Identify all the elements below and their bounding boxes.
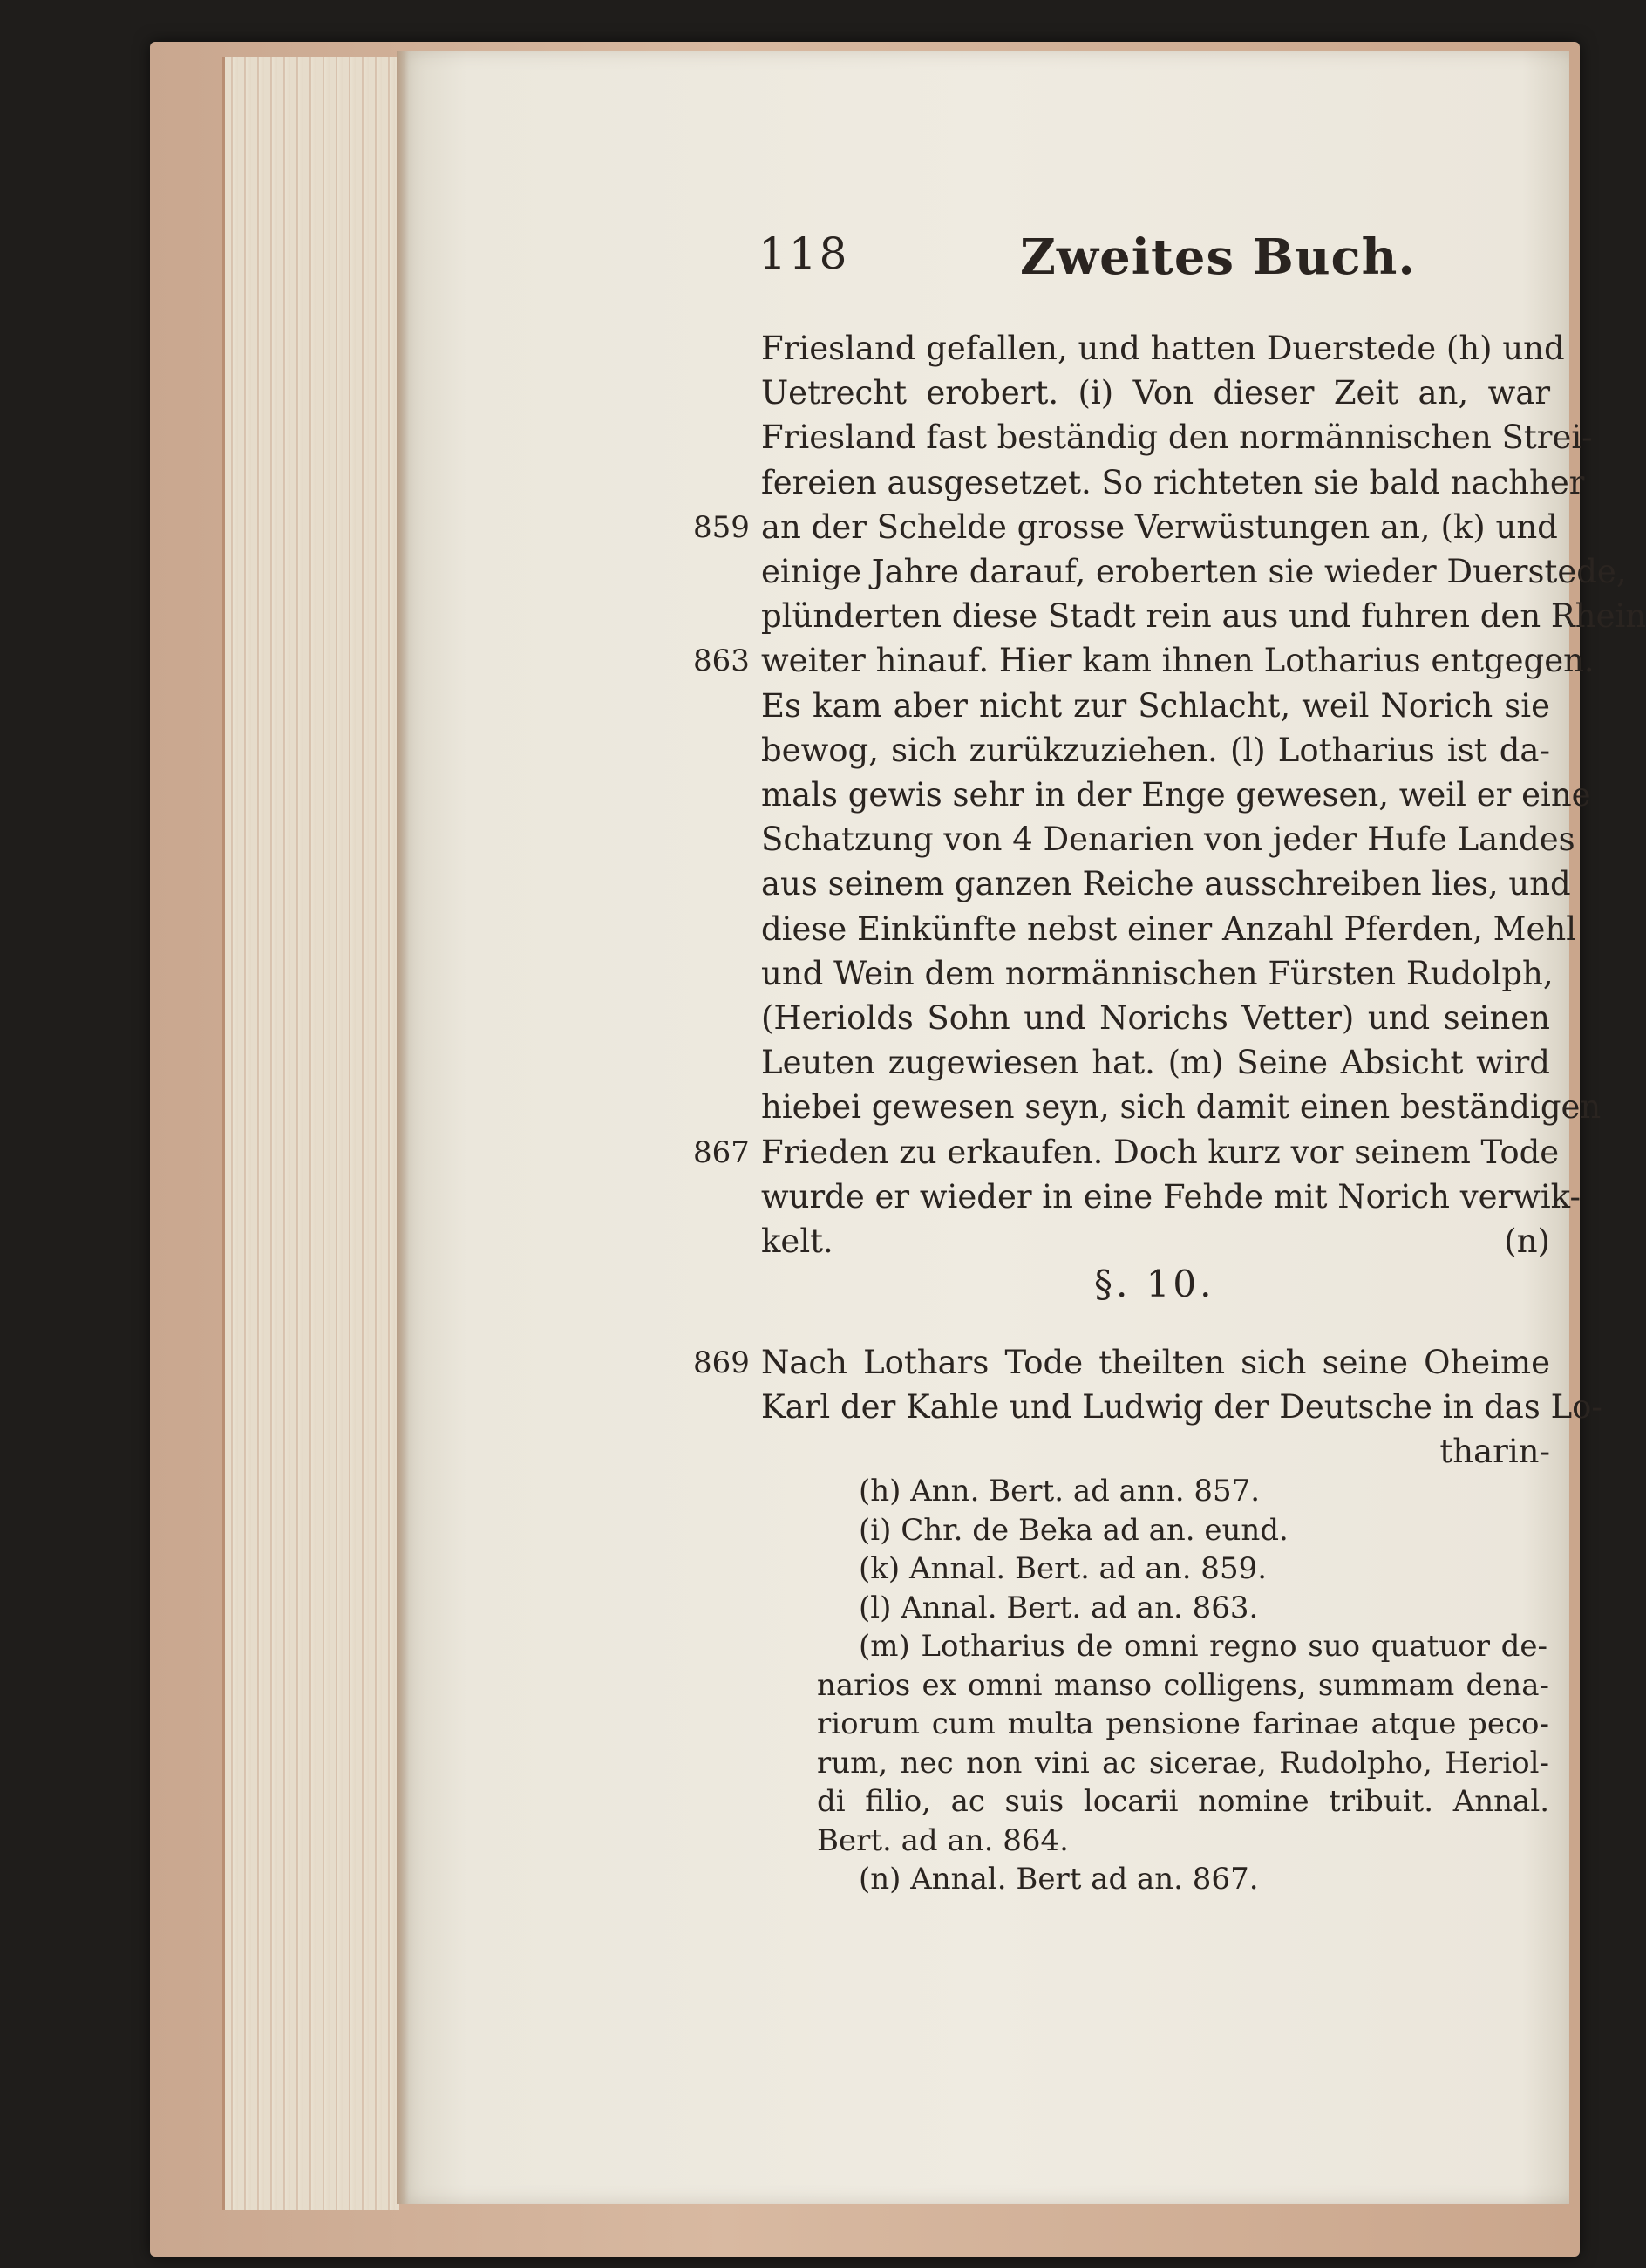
text-line: kelt. (n) <box>761 1223 1550 1260</box>
text-line: Leuten zugewiesen hat. (m) Seine Absicht wird <box>761 1044 1550 1082</box>
text-line: einige Jahre darauf, eroberten sie wieder Duerstede, <box>761 553 1627 590</box>
catchword: tharin- <box>1439 1433 1550 1470</box>
margin-year: 869 <box>693 1345 750 1380</box>
footnote-line: Bert. ad an. 864. <box>817 1822 1069 1858</box>
text-line: Nach Lothars Tode theilten sich seine Oheime <box>761 1344 1550 1381</box>
section-heading: §. 10. <box>1094 1263 1215 1305</box>
text-line: hiebei gewesen seyn, sich damit einen beständigen <box>761 1088 1602 1127</box>
footnote-line: (h) Ann. Bert. ad ann. 857. <box>859 1474 1261 1509</box>
text-line: Friesland gefallen, und hatten Duerstede (h) und <box>761 330 1565 367</box>
text-line: bewog, sich zurükzuziehen. (l) Lotharius ist da- <box>761 731 1550 769</box>
text-line: Karl der Kahle und Ludwig der Deutsche in das Lo- <box>761 1388 1602 1426</box>
page-gutter-shadow <box>397 51 409 2204</box>
page-number: 118 <box>758 228 850 279</box>
text-line: Schatzung von 4 Denarien von jeder Hufe Landes <box>761 821 1575 859</box>
text-line: Friesland fast beständig den normännischen Strei- <box>761 419 1593 457</box>
margin-year: 867 <box>693 1134 750 1170</box>
text-line: Es kam aber nicht zur Schlacht, weil Norich sie <box>761 686 1550 725</box>
text-line: wurde er wieder in eine Fehde mit Norich verwik- <box>761 1177 1581 1216</box>
footnote-line: rum, nec non vini ac sicerae, Rudolpho, Heriol- <box>817 1745 1549 1781</box>
text-line: (Heriolds Sohn und Norichs Vetter) und seinen <box>761 999 1550 1037</box>
text-line: und Wein dem normännischen Fürsten Rudolph, <box>761 954 1554 992</box>
text-line: mals gewis sehr in der Enge gewesen, weil er eine <box>761 776 1591 814</box>
margin-year: 863 <box>693 644 750 679</box>
footnote-line: (m) Lotharius de omni regno suo quatuor de- <box>859 1629 1547 1664</box>
footnote-line: di filio, ac suis locarii nomine tribuit. Annal. <box>817 1784 1549 1819</box>
running-head: Zweites Buch. <box>1020 228 1416 286</box>
footnote-line: (i) Chr. de Beka ad an. eund. <box>859 1512 1289 1548</box>
text-line: fereien ausgesetzet. So richteten sie bald nachher <box>761 463 1585 501</box>
margin-year: 859 <box>693 509 750 545</box>
text-line: aus seinem ganzen Reiche ausschreiben lies, und <box>761 865 1571 903</box>
text-line: weiter hinauf. Hier kam ihnen Lotharius entgegen. <box>761 642 1595 680</box>
text-line: an der Schelde grosse Verwüstungen an, (k) und <box>761 507 1558 546</box>
text-line: plünderten diese Stadt rein aus und fuhren den Rhein <box>761 597 1646 636</box>
page-header <box>758 228 1543 298</box>
footnote-line: (k) Annal. Bert. ad an. 859. <box>859 1551 1268 1586</box>
text-line: diese Einkünfte nebst einer Anzahl Pferden, Mehl <box>761 909 1577 948</box>
text-line: Uetrecht erobert. (i) Von dieser Zeit an, war <box>761 374 1550 412</box>
footnote-line: (n) Annal. Bert ad an. 867. <box>859 1862 1259 1897</box>
page-edges <box>222 57 399 2210</box>
footnote-line: (l) Annal. Bert. ad an. 863. <box>859 1590 1259 1625</box>
footnote-line: riorum cum multa pensione farinae atque peco- <box>817 1706 1549 1741</box>
text-line: Frieden zu erkaufen. Doch kurz vor seinem Tode <box>761 1133 1560 1171</box>
footnote-line: narios ex omni manso colligens, summam dena- <box>817 1667 1549 1703</box>
